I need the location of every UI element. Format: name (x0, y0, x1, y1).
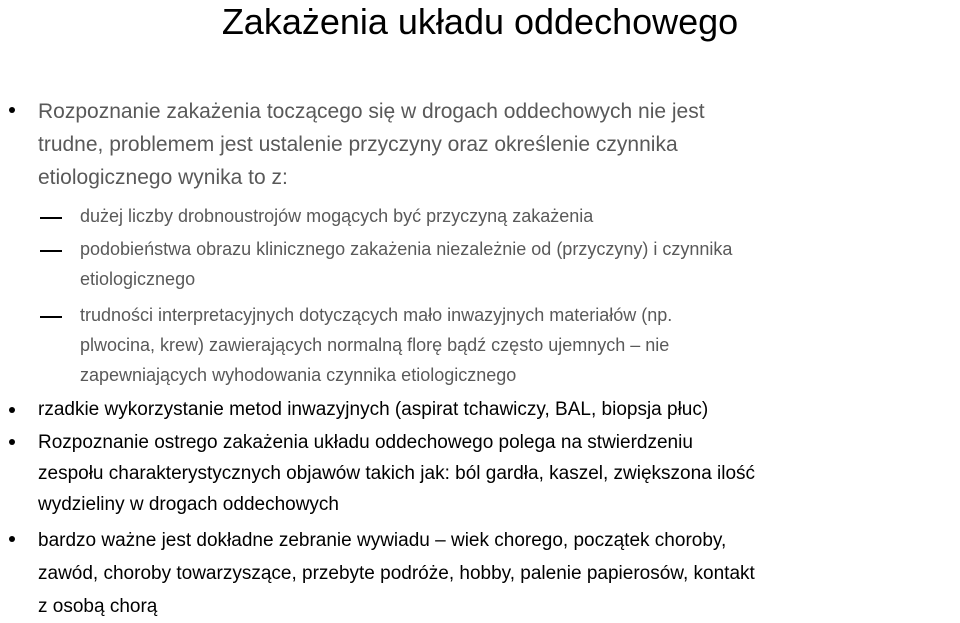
bullet-item (38, 395, 946, 425)
bullet-item (38, 427, 946, 520)
bullet-item-line: rzadkie wykorzystanie metod inwazyjnych (aspirat tchawiczy, BAL, biopsja płuc) (38, 399, 709, 420)
sub-bullet-item (80, 234, 946, 294)
bullet-icon (6, 404, 18, 416)
dash-icon (40, 316, 62, 318)
sub-bullet-item-line: podobieństwa obrazu klinicznego zakażenia niezależnie od (przyczyny) i czynnika (80, 239, 733, 259)
bullet-item-line: zawód, choroby towarzyszące, przebyte podróże, hobby, palenie papierosów, kontakt (38, 563, 755, 584)
dash-icon (40, 217, 62, 219)
bullet-icon (6, 104, 18, 116)
bullet-item-line: trudne, problemem jest ustalenie przyczyny oraz określenie czynnika (38, 133, 678, 156)
bullet-item-line: Rozpoznanie ostrego zakażenia układu oddechowego polega na stwierdzeniu (38, 432, 693, 453)
slide-title: Zakażenia układu oddechowego (221, 1, 739, 42)
sub-bullet-item-line: plwocina, krew) zawierających normalną florę bądź często ujemnych – nie (80, 335, 670, 355)
dash-icon (40, 250, 62, 252)
bullet-item-line: Rozpoznanie zakażenia toczącego się w drogach oddechowych nie jest (38, 100, 705, 123)
bullet-icon (6, 533, 18, 545)
sub-bullet-item (80, 201, 946, 231)
sub-bullet-item-line: zapewniających wyhodowania czynnika etiologicznego (80, 365, 517, 385)
bullet-item (38, 95, 946, 194)
bullet-icon (6, 436, 18, 448)
sub-bullet-item-line: etiologicznego (80, 269, 196, 289)
bullet-item (38, 524, 946, 623)
bullet-item-line: bardzo ważne jest dokładne zebranie wywiadu – wiek chorego, początek choroby, (38, 530, 727, 551)
sub-bullet-item (80, 300, 946, 390)
sub-bullet-item-line: trudności interpretacyjnych dotyczących mało inwazyjnych materiałów (np. (80, 305, 673, 325)
sub-bullet-item-line: dużej liczby drobnoustrojów mogących być przyczyną zakażenia (80, 206, 594, 226)
bullet-item-line: wydzieliny w drogach oddechowych (38, 494, 339, 515)
bullet-item-line: etiologicznego wynika to z: (38, 166, 288, 189)
bullet-item-line: zespołu charakterystycznych objawów takich jak: ból gardła, kaszel, zwiększona ilość (38, 463, 756, 484)
bullet-item-line: z osobą chorą (38, 596, 158, 617)
